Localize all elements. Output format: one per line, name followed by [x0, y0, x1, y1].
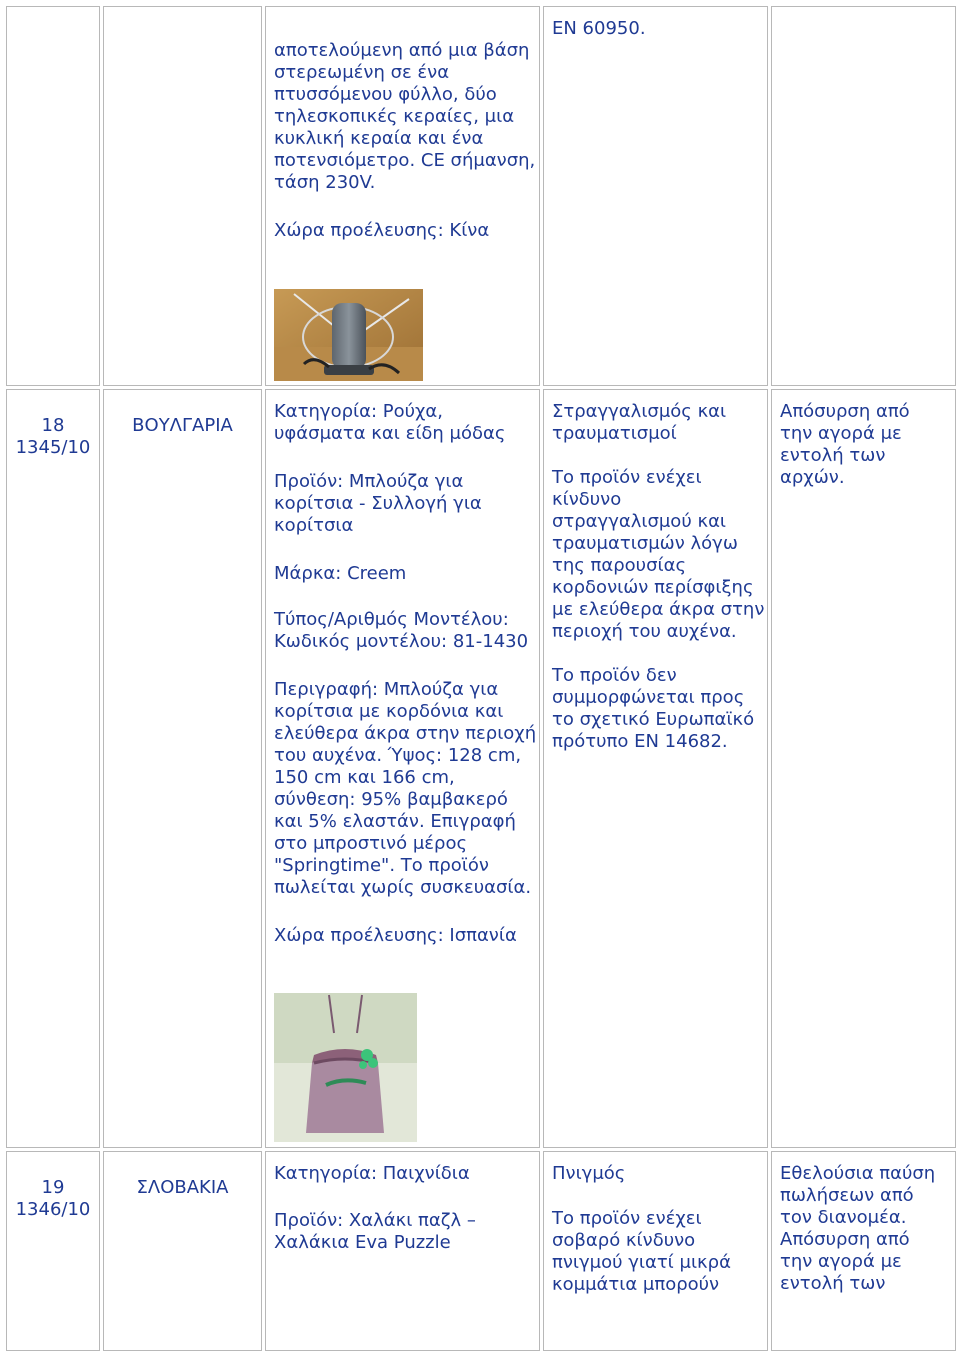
row3-measures: Εθελούσια παύση πωλήσεων από τον διανομέα. Απόσυρση από την αγορά με εντολή των — [780, 1163, 936, 1294]
row3-risk-description: Το προϊόν ενέχει σοβαρό κίνδυνο πνιγμού γιατί μικρά κομμάτια μπορούν — [552, 1208, 731, 1295]
row3-id-cell — [6, 1151, 100, 1351]
row1-origin: Χώρα προέλευσης: Κίνα — [274, 220, 490, 241]
row1-product-cell — [265, 6, 540, 386]
row2-id: 18 1345/10 — [15, 415, 91, 458]
row3-category: Κατηγορία: Παιχνίδια — [274, 1163, 470, 1184]
row2-risk-cell — [543, 389, 768, 1148]
row1-country-cell — [103, 6, 262, 386]
row2-risk-type: Στραγγαλισμός και τραυματισμοί — [552, 401, 727, 444]
row2-measures: Απόσυρση από την αγορά με εντολή των αρχών. — [780, 401, 910, 488]
antenna-photo — [274, 289, 423, 381]
row2-origin: Χώρα προέλευσης: Ισπανία — [274, 925, 517, 946]
row2-category: Κατηγορία: Ρούχα, υφάσματα και είδη μόδας — [274, 401, 506, 444]
row3-product-name: Προϊόν: Χαλάκι παζλ – Χαλάκια Eva Puzzle — [274, 1210, 476, 1253]
row2-country-cell — [103, 389, 262, 1148]
row1-id-cell — [6, 6, 100, 386]
row2-measures-cell — [771, 389, 956, 1148]
row2-country: ΒΟΥΛΓΑΡΙΑ — [132, 415, 233, 436]
row3-measures-cell — [771, 1151, 956, 1351]
blouse-photo — [274, 993, 417, 1142]
row3-id: 19 1346/10 — [15, 1177, 91, 1220]
antenna-image — [274, 289, 423, 381]
row2-id-cell — [6, 389, 100, 1148]
row1-risk-cell — [543, 6, 768, 386]
row2-description: Περιγραφή: Μπλούζα για κορίτσια με κορδόνια και ελεύθερα άκρα στην περιοχή του αυχένα. Ύψος: 128 cm, 150 cm και 166 cm, σύνθεση: 95% βαμβακερό και 5% ελαστάν. Επιγραφή στο μπροστινό μέρος "Springtime". Το προϊόν πωλείται χωρίς συσκευασία. — [274, 679, 537, 898]
row1-risk-text: EN 60950. — [552, 18, 646, 39]
blouse-image — [274, 993, 417, 1142]
row2-model: Τύπος/Αριθμός Μοντέλου: Κωδικός μοντέλου: 81-1430 — [274, 609, 529, 652]
row2-risk-description: Το προϊόν ενέχει κίνδυνο στραγγαλισμού και τραυματισμών λόγω της παρουσίας κορδονιών περίσφιξης με ελεύθερα άκρα στην περιοχή του αυχένα. — [552, 467, 765, 642]
row2-product-name: Προϊόν: Μπλούζα για κορίτσια - Συλλογή για κορίτσια — [274, 471, 482, 536]
row3-country-cell — [103, 1151, 262, 1351]
row3-risk-type: Πνιγμός — [552, 1163, 626, 1184]
row2-risk-standard: Το προϊόν δεν συμμορφώνεται προς το σχετικό Ευρωπαϊκό πρότυπο EN 14682. — [552, 665, 755, 752]
row3-risk-cell — [543, 1151, 768, 1351]
row1-description: αποτελούμενη από μια βάση στερεωμένη σε ένα πτυσσόμενου φύλλο, δύο τηλεσκοπικές κεραίες, μια κυκλική κεραία και ένα ποτενσιόμετρο. CE σήμανση, τάση 230V. — [274, 40, 536, 193]
row2-brand: Μάρκα: Creem — [274, 563, 407, 584]
row1-measures-cell — [771, 6, 956, 386]
row2-product-cell — [265, 389, 540, 1148]
row3-country: ΣΛΟΒΑΚΙΑ — [136, 1177, 229, 1198]
row3-product-cell — [265, 1151, 540, 1351]
